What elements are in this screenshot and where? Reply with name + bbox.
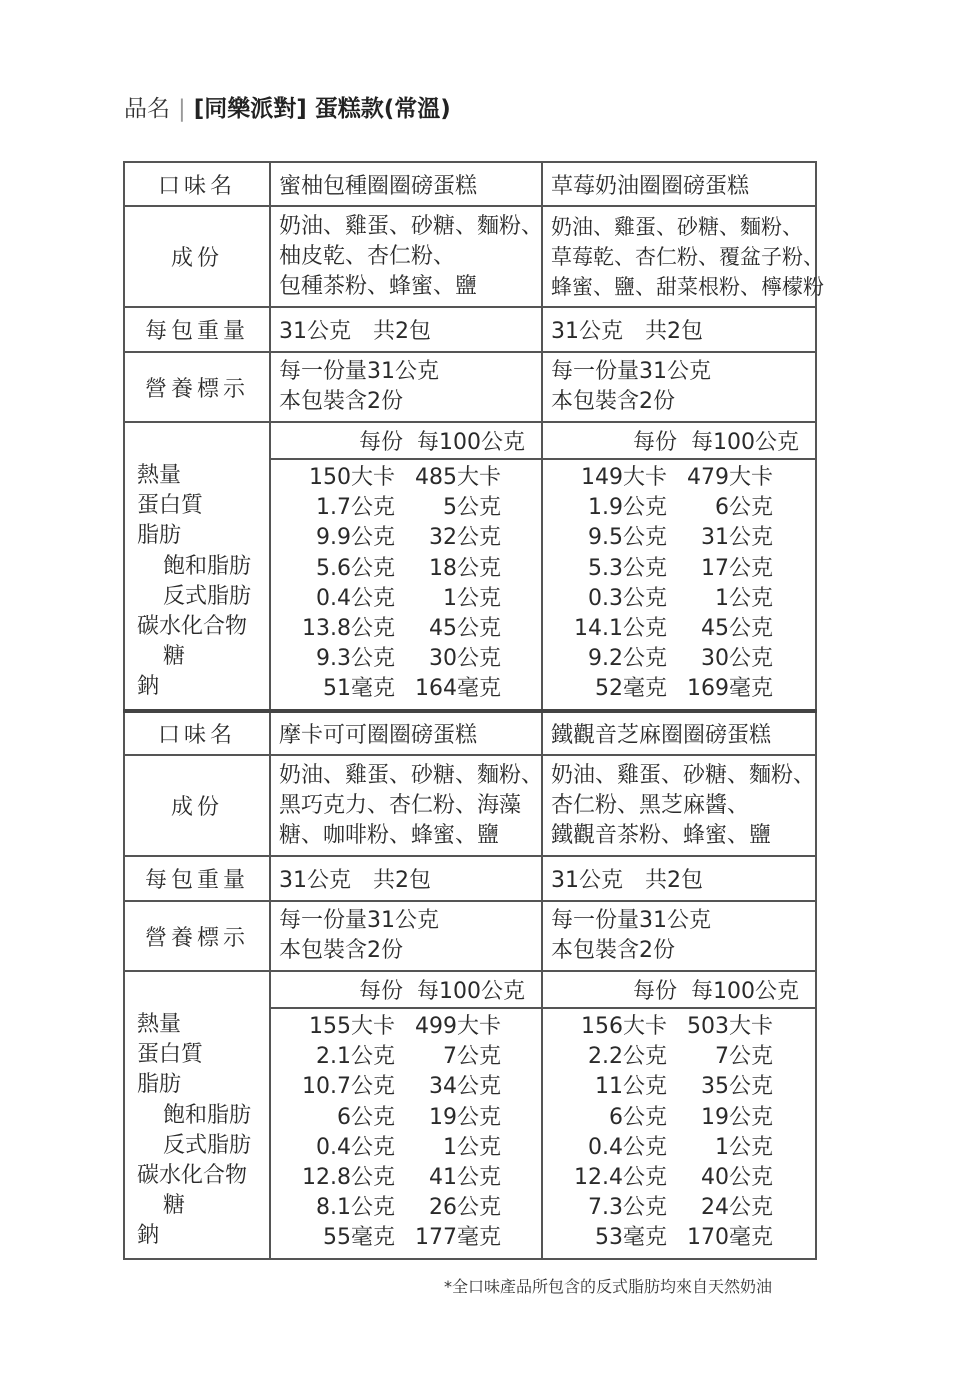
nutrient-label: 鈉: [137, 1223, 160, 1249]
nutrition-table-1: [123, 161, 824, 712]
nutrient-label: 脂肪: [137, 1072, 182, 1098]
product-title: [124, 90, 451, 123]
per-100g-value: 7公克: [443, 1044, 501, 1070]
per-100g-value: 170毫克: [687, 1225, 773, 1251]
ingredient-line: 糖、咖啡粉、蜂蜜、鹽: [279, 822, 500, 848]
weight-row: [124, 856, 816, 901]
per-serving-header: 每份: [358, 979, 403, 1004]
nutrient-label: 蛋白質: [137, 493, 204, 519]
nutrition-facts: [542, 971, 816, 1259]
per-100g-value: 18公克: [429, 555, 501, 581]
ingredients-row: [124, 755, 816, 856]
per-serving-value: 0.4公克: [316, 585, 395, 611]
flavor-name: 鐵觀音芝麻圈圈磅蛋糕: [542, 711, 816, 755]
serving-size: 每一份量31公克: [551, 908, 711, 933]
per-100g-value: 30公克: [429, 646, 501, 672]
per-100g-value: 19公克: [429, 1104, 501, 1130]
per-100g-value: 169毫克: [687, 676, 773, 702]
per-serving-value: 6公克: [337, 1104, 395, 1130]
per-serving-value: 9.5公克: [588, 525, 667, 551]
per-100g-value: 24公克: [701, 1195, 773, 1221]
per-100g-value: 177毫克: [415, 1225, 501, 1251]
per-serving-value: 156大卡: [581, 1014, 667, 1039]
per-100g-value: 40公克: [701, 1165, 773, 1191]
weight-header: 每包重量: [124, 856, 270, 901]
per-100g-value: 34公克: [429, 1074, 501, 1100]
nutrition-column-header: [543, 423, 815, 460]
ingredient-line: 黑巧克力、杏仁粉、海藻: [279, 792, 522, 818]
weight-value: 31公克 共2包: [270, 307, 542, 352]
per-serving-value: 2.1公克: [316, 1044, 395, 1070]
per-serving-value: 1.9公克: [588, 495, 667, 521]
footnote: *全口味產品所包含的反式脂肪均來自天然奶油: [444, 1277, 773, 1296]
nutrient-label: 糖: [163, 644, 186, 670]
per-serving-value: 10.7公克: [302, 1074, 395, 1100]
nutrition-header: 營養標示: [124, 901, 270, 971]
per-serving-value: 0.3公克: [588, 585, 667, 611]
weight-row: [124, 307, 816, 352]
nutrient-label: 熱量: [137, 463, 182, 488]
nutrition-info-row: [124, 352, 816, 422]
per-100g-value: 164毫克: [415, 676, 501, 702]
ingredient-line: 蜂蜜、鹽、甜菜根粉、檸檬粉: [551, 274, 824, 299]
nutrient-label: 脂肪: [137, 523, 182, 549]
nutrition-facts-row: [124, 971, 816, 1259]
ingredients-cell: [270, 206, 542, 307]
title-label: 品名: [124, 96, 170, 122]
ingredient-line: 奶油、雞蛋、砂糖、麵粉、: [551, 762, 816, 788]
per-100g-value: 31公克: [701, 525, 773, 551]
per-serving-value: 52毫克: [595, 676, 667, 702]
weight-header: 每包重量: [124, 307, 270, 352]
per-100g-header: 每100公克: [417, 430, 525, 455]
ingredient-line: 奶油、雞蛋、砂糖、麵粉、: [279, 213, 544, 239]
nutrient-label: 飽和脂肪: [163, 553, 252, 579]
ingredient-line: 包種茶粉、蜂蜜、鹽: [279, 273, 478, 299]
per-100g-header: 每100公克: [691, 979, 799, 1004]
per-serving-value: 5.3公克: [588, 555, 667, 581]
nutrition-info-row: [124, 901, 816, 971]
per-100g-value: 26公克: [429, 1195, 501, 1221]
nutrition-info-cell: [542, 901, 816, 971]
per-serving-value: 12.4公克: [574, 1165, 667, 1191]
ingredient-line: 柚皮乾、杏仁粉、: [279, 243, 456, 269]
flavor-header: 口味名: [124, 162, 270, 206]
per-serving-value: 149大卡: [581, 465, 667, 490]
per-100g-value: 35公克: [701, 1074, 773, 1100]
servings-per-pack: 本包裝含2份: [551, 389, 675, 414]
per-100g-value: 1公克: [443, 585, 501, 611]
per-100g-value: 485大卡: [415, 465, 501, 490]
nutrient-label: 鈉: [137, 674, 160, 700]
weight-value: 31公克 共2包: [542, 307, 816, 352]
ingredients-header: 成份: [124, 206, 270, 307]
per-serving-value: 9.2公克: [588, 646, 667, 672]
nutrient-label: 碳水化合物: [137, 1163, 248, 1189]
title-separator: |: [178, 96, 186, 122]
per-serving-value: 8.1公克: [316, 1195, 395, 1221]
per-100g-value: 499大卡: [415, 1014, 501, 1039]
per-serving-header: 每份: [358, 430, 403, 455]
per-serving-value: 11公克: [595, 1074, 667, 1100]
title-product-name: [同樂派對] 蛋糕款(常溫): [193, 96, 451, 122]
servings-per-pack: 本包裝含2份: [551, 938, 675, 963]
per-serving-value: 150大卡: [309, 465, 395, 490]
per-serving-value: 9.3公克: [316, 646, 395, 672]
per-serving-value: 12.8公克: [302, 1165, 395, 1191]
nutrient-label: 飽和脂肪: [163, 1102, 252, 1128]
ingredients-cell: [542, 755, 816, 856]
per-100g-value: 1公克: [443, 1134, 501, 1160]
per-100g-value: 5公克: [443, 495, 501, 521]
per-100g-value: 479大卡: [687, 465, 773, 490]
nutrient-label: 碳水化合物: [137, 614, 248, 640]
nutrition-values: [271, 1009, 541, 1254]
flavor-name: 蜜柚包種圈圈磅蛋糕: [270, 162, 542, 206]
per-100g-value: 1公克: [715, 1134, 773, 1160]
per-100g-value: 503大卡: [687, 1014, 773, 1039]
ingredient-line: 杏仁粉、黑芝麻醬、: [551, 792, 750, 818]
per-100g-value: 32公克: [429, 525, 501, 551]
per-100g-value: 17公克: [701, 555, 773, 581]
nutrient-label: 蛋白質: [137, 1042, 204, 1068]
nutrition-facts: [270, 971, 542, 1259]
per-100g-value: 41公克: [429, 1165, 501, 1191]
weight-value: 31公克 共2包: [270, 856, 542, 901]
per-100g-value: 7公克: [715, 1044, 773, 1070]
servings-per-pack: 本包裝含2份: [279, 938, 403, 963]
weight-value: 31公克 共2包: [542, 856, 816, 901]
flavor-name: 摩卡可可圈圈磅蛋糕: [270, 711, 542, 755]
ingredient-line: 鐵觀音茶粉、蜂蜜、鹽: [551, 822, 772, 848]
flavor-header: 口味名: [124, 711, 270, 755]
nutrition-values: [271, 460, 541, 705]
flavor-row: [124, 162, 816, 206]
per-serving-header: 每份: [632, 430, 677, 455]
nutrition-info-cell: [542, 352, 816, 422]
nutrient-labels: [124, 971, 270, 1259]
nutrient-label: 反式脂肪: [163, 583, 252, 609]
per-serving-value: 5.6公克: [316, 555, 395, 581]
per-serving-value: 14.1公克: [574, 616, 667, 642]
per-serving-value: 0.4公克: [316, 1134, 395, 1160]
nutrition-header: 營養標示: [124, 352, 270, 422]
per-serving-value: 2.2公克: [588, 1044, 667, 1070]
per-serving-value: 55毫克: [323, 1225, 395, 1251]
per-serving-value: 7.3公克: [588, 1195, 667, 1221]
nutrition-table-2: [123, 709, 817, 1260]
per-serving-value: 0.4公克: [588, 1134, 667, 1160]
per-serving-header: 每份: [632, 979, 677, 1004]
per-serving-value: 155大卡: [309, 1014, 395, 1039]
ingredient-line: 草莓乾、杏仁粉、覆盆子粉、: [551, 244, 824, 269]
serving-size: 每一份量31公克: [551, 359, 711, 384]
serving-size: 每一份量31公克: [279, 359, 439, 384]
nutrition-column-header: [543, 972, 815, 1009]
nutrient-label: 熱量: [137, 1012, 182, 1037]
nutrition-values: [543, 1009, 815, 1254]
nutrition-info-cell: [270, 352, 542, 422]
nutrition-values: [543, 460, 815, 705]
ingredients-cell: [270, 755, 542, 856]
per-serving-value: 13.8公克: [302, 616, 395, 642]
ingredients-cell: [542, 206, 824, 307]
per-serving-value: 51毫克: [323, 676, 395, 702]
serving-size: 每一份量31公克: [279, 908, 439, 933]
per-100g-value: 45公克: [701, 616, 773, 642]
per-100g-value: 1公克: [715, 585, 773, 611]
ingredient-line: 奶油、雞蛋、砂糖、麵粉、: [551, 214, 803, 239]
nutrition-column-header: [271, 423, 541, 460]
per-100g-header: 每100公克: [691, 430, 799, 455]
per-100g-value: 6公克: [715, 495, 773, 521]
per-100g-value: 45公克: [429, 616, 501, 642]
nutrition-facts: [542, 422, 816, 711]
nutrient-label: 糖: [163, 1193, 186, 1219]
ingredient-line: 奶油、雞蛋、砂糖、麵粉、: [279, 762, 544, 788]
per-100g-header: 每100公克: [417, 979, 525, 1004]
nutrition-facts: [270, 422, 542, 711]
per-100g-value: 19公克: [701, 1104, 773, 1130]
flavor-row: [124, 711, 816, 755]
nutrition-info-cell: [270, 901, 542, 971]
per-100g-value: 30公克: [701, 646, 773, 672]
nutrition-column-header: [271, 972, 541, 1009]
nutrient-labels: [124, 422, 270, 711]
per-serving-value: 53毫克: [595, 1225, 667, 1251]
nutrient-label: 反式脂肪: [163, 1132, 252, 1158]
nutrition-facts-row: [124, 422, 816, 711]
flavor-name: 草莓奶油圈圈磅蛋糕: [542, 162, 816, 206]
ingredients-row: [124, 206, 816, 307]
servings-per-pack: 本包裝含2份: [279, 389, 403, 414]
per-serving-value: 9.9公克: [316, 525, 395, 551]
per-serving-value: 6公克: [609, 1104, 667, 1130]
per-serving-value: 1.7公克: [316, 495, 395, 521]
ingredients-header: 成份: [124, 755, 270, 856]
